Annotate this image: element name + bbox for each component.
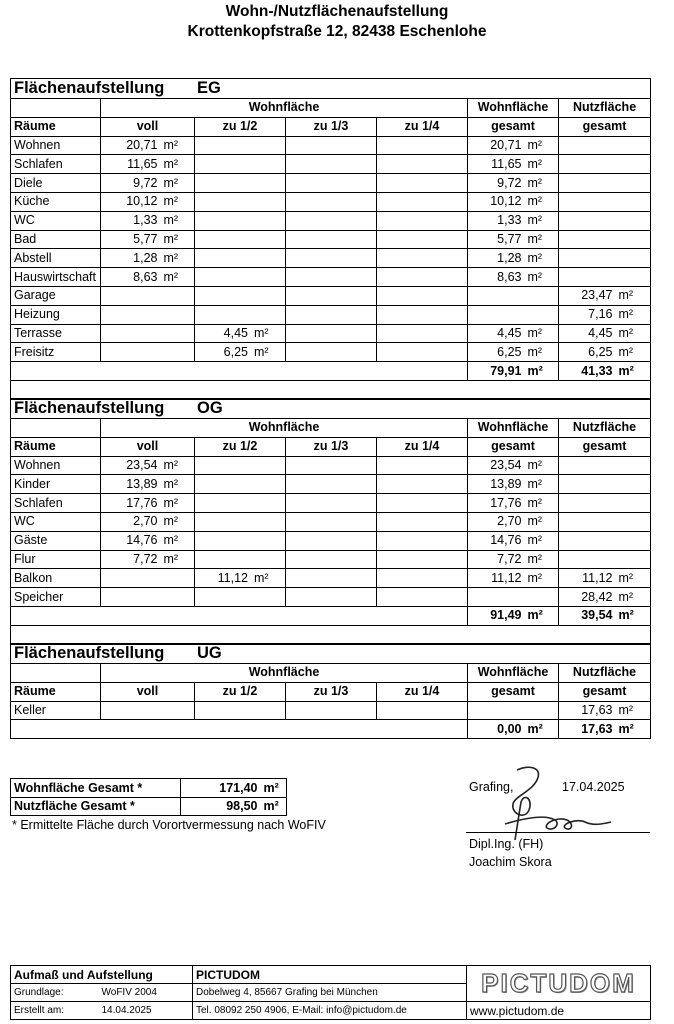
unit-gesamt: m² <box>525 531 559 550</box>
signature-place: Grafing, <box>469 780 514 794</box>
unit-nutz: m² <box>616 343 651 362</box>
totals-table <box>10 778 287 816</box>
table-row <box>11 324 651 343</box>
value-voll: 2,70 <box>101 512 161 531</box>
table-row <box>11 588 651 607</box>
section-heading <box>11 79 651 99</box>
footer-company: PICTUDOM <box>193 966 467 984</box>
room-name: Balkon <box>11 569 101 588</box>
unit-nutz: m² <box>616 324 651 343</box>
room-name: Flur <box>11 550 101 569</box>
total-nutz-value: 98,50 <box>181 797 261 816</box>
unit-gesamt: m² <box>525 512 559 531</box>
value-gesamt: 17,76 <box>468 494 525 513</box>
value-half: 6,25 m² <box>195 343 286 362</box>
unit-nutz: m² <box>616 286 651 305</box>
room-name: Abstell <box>11 249 101 268</box>
header-raeume: Räume <box>11 437 101 456</box>
section-table-og <box>10 398 651 645</box>
value-gesamt: 23,54 <box>468 456 525 475</box>
section-name: UG <box>197 644 222 662</box>
table-row <box>11 192 651 211</box>
total-nutz-unit: m² <box>261 797 287 816</box>
section-total-wohn-unit: m² <box>525 606 559 625</box>
unit-gesamt: m² <box>525 211 559 230</box>
header-voll: voll <box>101 437 195 456</box>
room-name: Schlafen <box>11 494 101 513</box>
room-name: Speicher <box>11 588 101 607</box>
footer-basis-label: Grundlage: <box>11 984 99 1002</box>
section-heading <box>11 644 651 664</box>
unit-gesamt: m² <box>525 324 559 343</box>
value-voll: 1,33 <box>101 211 161 230</box>
value-nutz: 11,12 <box>559 569 616 588</box>
table-row <box>11 268 651 287</box>
footnote: * Ermittelte Fläche durch Vorortvermessung nach WoFIV <box>12 818 326 832</box>
table-row <box>11 512 651 531</box>
room-name: Gäste <box>11 531 101 550</box>
value-voll: 10,12 <box>101 192 161 211</box>
value-voll: 14,76 <box>101 531 161 550</box>
value-nutz: 4,45 <box>559 324 616 343</box>
header-quarter: zu 1/4 <box>377 682 468 701</box>
value-gesamt: 2,70 <box>468 512 525 531</box>
value-gesamt: 5,77 <box>468 230 525 249</box>
section-total-nutz: 17,63 <box>559 720 616 739</box>
table-row <box>11 305 651 324</box>
value-voll: 17,76 <box>101 494 161 513</box>
value-voll: 23,54 <box>101 456 161 475</box>
value-nutz: 7,16 <box>559 305 616 324</box>
value-voll: 7,72 <box>101 550 161 569</box>
total-wohn-row <box>11 779 287 798</box>
table-row <box>11 701 651 720</box>
document-address: Krottenkopfstraße 12, 82438 Eschenlohe <box>187 23 487 40</box>
section-total-nutz: 41,33 <box>559 362 616 381</box>
table-row <box>11 155 651 174</box>
section-heading <box>11 399 651 419</box>
signer-title: Dipl.Ing. (FH) <box>469 837 544 851</box>
table-row <box>11 249 651 268</box>
unit-voll: m² <box>161 174 195 193</box>
table-row <box>11 286 651 305</box>
value-gesamt: 9,72 <box>468 174 525 193</box>
room-name: Küche <box>11 192 101 211</box>
section-total-nutz-unit: m² <box>616 720 651 739</box>
room-name: Garage <box>11 286 101 305</box>
unit-gesamt: m² <box>525 174 559 193</box>
header-half: zu 1/2 <box>195 682 286 701</box>
unit-gesamt: m² <box>525 136 559 155</box>
header-gesamt: gesamt <box>468 437 559 456</box>
unit-voll: m² <box>161 136 195 155</box>
room-name: Kinder <box>11 475 101 494</box>
header-quarter: zu 1/4 <box>377 437 468 456</box>
value-gesamt: 11,12 <box>468 569 525 588</box>
room-name: Diele <box>11 174 101 193</box>
header-third: zu 1/3 <box>286 117 377 136</box>
unit-gesamt: m² <box>525 475 559 494</box>
header-raeume: Räume <box>11 117 101 136</box>
unit-gesamt: m² <box>525 456 559 475</box>
unit-voll: m² <box>161 531 195 550</box>
unit-voll: m² <box>161 494 195 513</box>
value-voll: 8,63 <box>101 268 161 287</box>
value-voll: 13,89 <box>101 475 161 494</box>
value-gesamt: 11,65 <box>468 155 525 174</box>
unit-gesamt: m² <box>525 249 559 268</box>
unit-voll: m² <box>161 475 195 494</box>
header-gesamt: gesamt <box>468 682 559 701</box>
value-gesamt: 14,76 <box>468 531 525 550</box>
total-nutz-label: Nutzfläche Gesamt * <box>11 797 181 816</box>
value-gesamt: 13,89 <box>468 475 525 494</box>
section-label: Flächenaufstellung <box>14 399 165 417</box>
section-total-wohn-unit: m² <box>525 362 559 381</box>
value-voll: 9,72 <box>101 174 161 193</box>
section-table-ug <box>10 643 651 739</box>
unit-voll: m² <box>161 249 195 268</box>
value-gesamt: 10,12 <box>468 192 525 211</box>
section-total-wohn: 79,91 <box>468 362 525 381</box>
header-gesamt: gesamt <box>468 117 559 136</box>
unit-voll: m² <box>161 512 195 531</box>
value-nutz: 6,25 <box>559 343 616 362</box>
value-nutz: 28,42 <box>559 588 616 607</box>
room-name: Hauswirtschaft <box>11 268 101 287</box>
room-name: Wohnen <box>11 136 101 155</box>
value-nutz: 17,63 <box>559 701 616 720</box>
room-name: Terrasse <box>11 324 101 343</box>
value-gesamt: 20,71 <box>468 136 525 155</box>
table-row <box>11 343 651 362</box>
unit-gesamt: m² <box>525 569 559 588</box>
spacer-row <box>11 380 651 399</box>
section-total-wohn: 91,49 <box>468 606 525 625</box>
unit-gesamt: m² <box>525 230 559 249</box>
section-total-row <box>11 362 651 381</box>
total-wohn-value: 171,40 <box>181 779 261 798</box>
footer-address: Dobelweg 4, 85667 Grafing bei München <box>193 984 467 1002</box>
value-gesamt: 6,25 <box>468 343 525 362</box>
section-total-wohn: 0,00 <box>468 720 525 739</box>
unit-nutz: m² <box>616 305 651 324</box>
signature-line <box>466 832 650 833</box>
header-raeume: Räume <box>11 682 101 701</box>
table-row <box>11 211 651 230</box>
section-total-wohn-unit: m² <box>525 720 559 739</box>
table-row <box>11 475 651 494</box>
value-nutz: 23,47 <box>559 286 616 305</box>
value-gesamt: 1,33 <box>468 211 525 230</box>
total-nutz-row <box>11 797 287 816</box>
unit-gesamt: m² <box>525 494 559 513</box>
section-total-nutz-unit: m² <box>616 606 651 625</box>
section-name: EG <box>197 79 221 97</box>
header-half: zu 1/2 <box>195 117 286 136</box>
unit-nutz: m² <box>616 701 651 720</box>
header-wohnflaeche-gesamt: Wohnfläche <box>468 99 559 118</box>
section-total-row <box>11 606 651 625</box>
value-voll: 1,28 <box>101 249 161 268</box>
unit-gesamt: m² <box>525 343 559 362</box>
footer-basis-value: WoFIV 2004 <box>99 984 193 1002</box>
room-name: Schlafen <box>11 155 101 174</box>
header-nutz-gesamt: gesamt <box>559 437 651 456</box>
unit-voll: m² <box>161 155 195 174</box>
header-half: zu 1/2 <box>195 437 286 456</box>
value-gesamt: 4,45 <box>468 324 525 343</box>
unit-voll: m² <box>161 230 195 249</box>
total-wohn-label: Wohnfläche Gesamt * <box>11 779 181 798</box>
unit-voll: m² <box>161 211 195 230</box>
value-gesamt: 1,28 <box>468 249 525 268</box>
room-name: Wohnen <box>11 456 101 475</box>
room-name: WC <box>11 512 101 531</box>
value-half: 11,12 m² <box>195 569 286 588</box>
header-third: zu 1/3 <box>286 682 377 701</box>
header-nutzflaeche: Nutzfläche <box>559 664 651 683</box>
section-label: Flächenaufstellung <box>14 644 165 662</box>
value-half: 4,45 m² <box>195 324 286 343</box>
footer-website[interactable]: www.pictudom.de <box>467 1002 651 1020</box>
unit-gesamt: m² <box>525 268 559 287</box>
table-row <box>11 531 651 550</box>
room-name: Freisitz <box>11 343 101 362</box>
room-name: Heizung <box>11 305 101 324</box>
footer-contact: Tel. 08092 250 4906, E-Mail: info@pictudom.de <box>193 1002 467 1020</box>
value-gesamt: 8,63 <box>468 268 525 287</box>
signer-name: Joachim Skora <box>469 855 552 869</box>
section-label: Flächenaufstellung <box>14 79 165 97</box>
header-nutzflaeche: Nutzfläche <box>559 99 651 118</box>
value-voll: 11,65 <box>101 155 161 174</box>
unit-gesamt: m² <box>525 192 559 211</box>
unit-voll: m² <box>161 456 195 475</box>
header-nutz-gesamt: gesamt <box>559 682 651 701</box>
unit-gesamt: m² <box>525 155 559 174</box>
header-nutzflaeche: Nutzfläche <box>559 419 651 438</box>
footer-table <box>10 965 651 1020</box>
signature-date: 17.04.2025 <box>562 780 625 794</box>
section-table-eg <box>10 78 651 400</box>
table-row <box>11 230 651 249</box>
table-row <box>11 456 651 475</box>
header-voll: voll <box>101 117 195 136</box>
header-nutz-gesamt: gesamt <box>559 117 651 136</box>
table-row <box>11 174 651 193</box>
table-row <box>11 494 651 513</box>
header-quarter: zu 1/4 <box>377 117 468 136</box>
section-total-row <box>11 720 651 739</box>
room-name: WC <box>11 211 101 230</box>
value-voll: 20,71 <box>101 136 161 155</box>
value-gesamt: 7,72 <box>468 550 525 569</box>
header-wohnflaeche: Wohnfläche <box>101 419 468 438</box>
room-name: Keller <box>11 701 101 720</box>
footer-created-value: 14.04.2025 <box>99 1002 193 1020</box>
unit-nutz: m² <box>616 588 651 607</box>
header-voll: voll <box>101 682 195 701</box>
unit-nutz: m² <box>616 569 651 588</box>
section-total-nutz-unit: m² <box>616 362 651 381</box>
room-name: Bad <box>11 230 101 249</box>
section-total-nutz: 39,54 <box>559 606 616 625</box>
document-title: Wohn-/Nutzflächenaufstellung <box>225 3 449 20</box>
value-voll: 5,77 <box>101 230 161 249</box>
spacer-row <box>11 625 651 644</box>
header-wohnflaeche: Wohnfläche <box>101 99 468 118</box>
header-third: zu 1/3 <box>286 437 377 456</box>
unit-voll: m² <box>161 268 195 287</box>
header-wohnflaeche-gesamt: Wohnfläche <box>468 664 559 683</box>
unit-gesamt: m² <box>525 550 559 569</box>
footer-created-label: Erstellt am: <box>11 1002 99 1020</box>
section-name: OG <box>197 399 223 417</box>
header-wohnflaeche: Wohnfläche <box>101 664 468 683</box>
header-wohnflaeche-gesamt: Wohnfläche <box>468 419 559 438</box>
unit-voll: m² <box>161 192 195 211</box>
unit-voll: m² <box>161 550 195 569</box>
table-row <box>11 550 651 569</box>
table-row <box>11 136 651 155</box>
total-wohn-unit: m² <box>261 779 287 798</box>
table-row <box>11 569 651 588</box>
company-logo: PICTUDOM <box>467 966 651 1002</box>
handwritten-signature <box>485 762 615 842</box>
footer-heading: Aufmaß und Aufstellung <box>11 966 193 984</box>
